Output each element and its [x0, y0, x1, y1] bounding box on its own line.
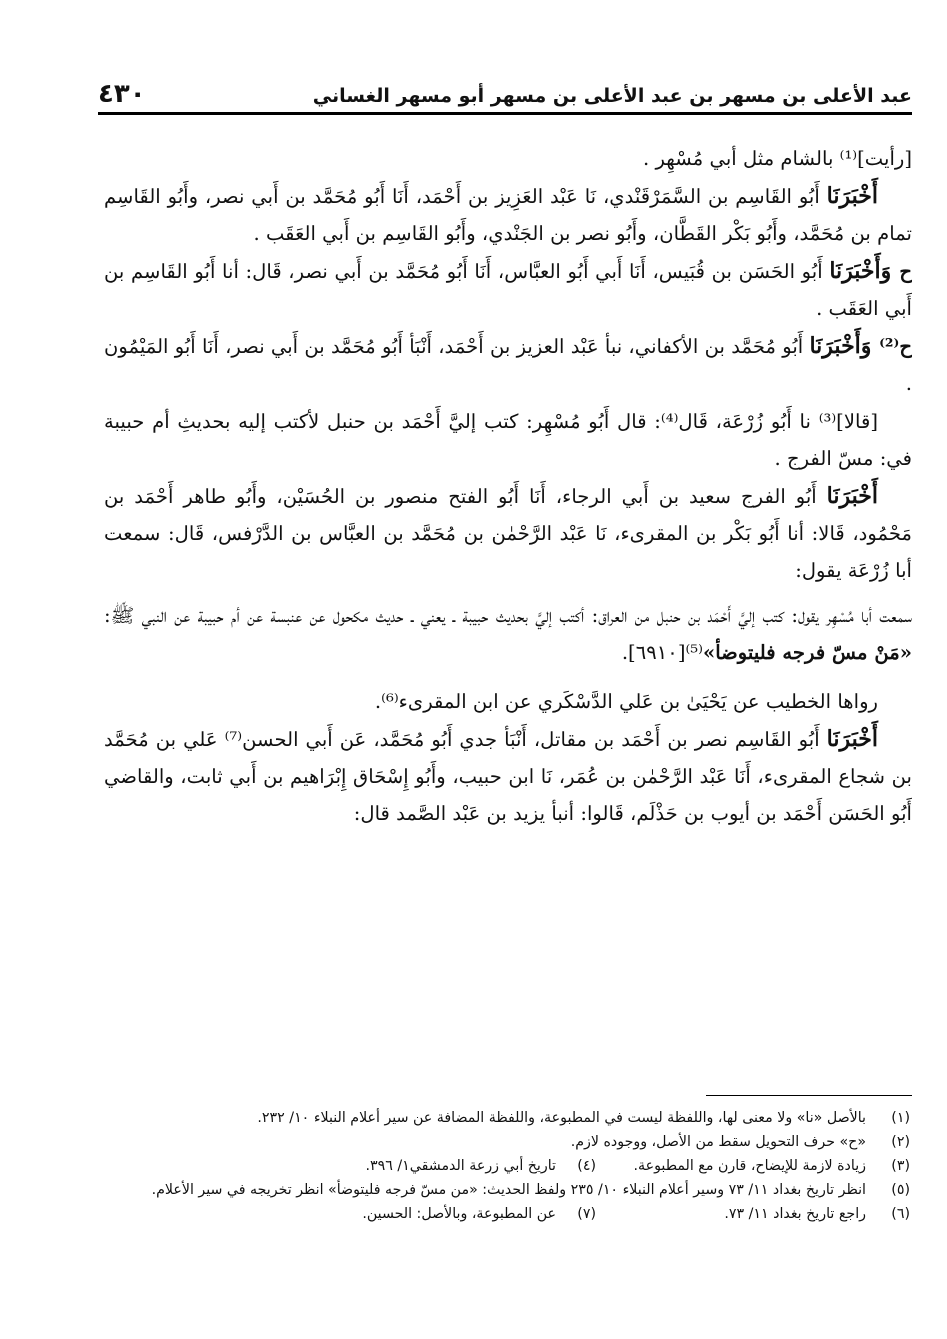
paragraph-3 — [104, 253, 912, 327]
paragraph-1 — [104, 140, 912, 177]
paragraph-9-text: أَبُو القَاسِم نصر بن أَحْمَد بن مقاتل، أَنْبَأ جدي أَبُو مُحَمَّد، عَن أَبي الحسن⁽⁷⁾ عَلي بن مُحَمَّد بن شجاع المقرىء، أَنَا عَبْد الرَّحْمٰن بن عُمَر، نَا ابن حبيب، وأَبُو إِسْحَاق إِبْرَاهيم بن أَبي ثابت، والقاضي أَبُو الحَسَن أَحْمَد بن أيوب بن حَذْلَم، قَالوا: أنبأ يزيد بن عَبْد الصَّمد قال: — [104, 728, 912, 825]
footnote-number: (٥) — [891, 1182, 910, 1198]
footnote-text: راجع تاريخ بغداد ١١/ ٧٣. — [724, 1206, 866, 1222]
hadith-reference: ⁽⁵⁾[٦٩١٠]. — [621, 641, 703, 664]
paragraph-1-text: [رأيت]⁽¹⁾ بالشام مثل أبي مُسْهِر . — [642, 147, 912, 170]
footnote-text: انظر تاريخ بغداد ١١/ ٧٣ وسير أعلام النبلاء ١٠/ ٢٣٥ ولفظ الحديث: «من مسّ فرجه فليتوضأ» انظر تخريجه في سير الأعلام. — [151, 1182, 866, 1198]
paragraph-4-text: أَبُو مُحَمَّد بن الأكفاني، نبأ عَبْد العزيز بن أَحْمَد، أَنْبَأ أَبُو مُحَمَّد بن أَبي نصر، أَنَا أَبُو المَيْمُون . — [104, 335, 912, 395]
footnote-3-4 — [98, 1154, 910, 1178]
paragraph-6 — [104, 478, 912, 589]
paragraph-8-text: رواها الخطيب عن يَحْيَىٰ بن عَلي الدَّسْكَري عن ابن المقرىء⁽⁶⁾. — [374, 690, 878, 713]
paragraph-5 — [104, 403, 912, 477]
footnote-text: تاريخ أبي زرعة الدمشقي١/ ٣٩٦. — [365, 1158, 556, 1174]
paragraph-8 — [104, 683, 912, 720]
footnote-1 — [98, 1106, 910, 1130]
page-header — [98, 70, 912, 110]
wa-akhbarana-lead: وَأَخْبَرَنَا — [809, 333, 880, 359]
footnote-number: (١) — [891, 1110, 910, 1126]
footnote-number: (٣) — [891, 1158, 910, 1174]
wa-akhbarana-lead: وَأَخْبَرَنَا — [829, 258, 900, 284]
footnote-6-7 — [98, 1202, 910, 1226]
footnote-rule — [706, 1095, 912, 1096]
running-title: عبد الأعلى بن مسهر بن عبد الأعلى بن مسهر أبو مسهر الغساني — [312, 85, 912, 107]
footnote-text: بالأصل «نا» ولا معنى لها، واللفظة ليست في المطبوعة، واللفظة المضافة عن سير أعلام النبلاء ١٠/ ٢٣٢. — [257, 1110, 866, 1126]
tahwil-mark: ح⁽²⁾ — [879, 335, 912, 358]
footnote-text: زيادة لازمة للإيضاح، قارن مع المطبوعة. — [633, 1158, 866, 1174]
paragraph-6-text: أَبُو الفرج سعيد بن أَبي الرجاء، أَنَا أَبُو الفتح منصور بن الحُسَيْن، وأَبُو طاهر أَحْمَد بن مَحْمُود، قَالا: أنا أَبُو بَكْر بن المقرىء، نَا عَبْد الرَّحْمٰن بن مُحَمَّد بن العبَّاس بن الدَّرْفس، قَال: سمعت أبا زُرْعَة يقول: — [104, 485, 912, 582]
paragraph-2 — [104, 178, 912, 252]
header-rule — [98, 112, 912, 115]
paragraph-7-text: سمعت أبا مُسْهِر يقول: كتب إليَّ أَحْمَد بن حنبل من العراق: أكتب إليَّ بحديث حبيبة ـ يعني ـ حديث مكحول عن عنبسة عن أم حبيبة عن النبي ﷺ: — [104, 604, 912, 627]
akhbarana-lead: أَخْبَرَنَا — [826, 726, 878, 752]
paragraph-3-text: أَبُو الحَسَن بن قُبَيس، أَنَا أَبي أَبُو العبَّاس، أَنَا أَبُو مُحَمَّد بن أَبي نصر، قَال: أنا أَبُو القَاسِم بن أَبي العَقَب . — [104, 260, 912, 320]
paragraph-2-text: أَبُو القَاسِم بن السَّمَرْقَنْدي، نَا عَبْد العَزِيز بن أَحْمَد، أَنَا أَبُو مُحَمَّد بن أَبي نصر، وأَبُو القَاسِم تمام بن مُحَمَّد، وأَبُو بَكْر القَطَّان، وأَبُو نصر بن الجَنْدي، وأَبُو القَاسِم بن أَبي العَقَب . — [104, 185, 912, 245]
footnote-2 — [98, 1130, 910, 1154]
footnote-number: (٤) — [577, 1158, 596, 1174]
paragraph-7 — [104, 597, 912, 671]
akhbarana-lead: أَخْبَرَنَا — [826, 483, 878, 509]
paragraph-5-text: [قالا]⁽³⁾ نا أَبُو زُرْعَة، قَال⁽⁴⁾: قال أَبُو مُسْهِر: كتب إليَّ أَحْمَد بن حنبل لأكتب إليه بحديثِ أم حبيبة في: مسّ الفرج . — [104, 410, 912, 470]
footnote-5 — [98, 1178, 910, 1202]
paragraph-9 — [104, 721, 912, 832]
hadith-quote: «مَنْ مسّ فرجه فليتوضأ» — [702, 641, 912, 664]
footnote-number: (٧) — [577, 1206, 596, 1222]
footnote-number: (٢) — [891, 1134, 910, 1150]
akhbarana-lead: أَخْبَرَنَا — [826, 183, 878, 209]
main-text — [104, 140, 912, 1080]
footnote-number: (٦) — [891, 1206, 910, 1222]
tahwil-mark: ح — [899, 260, 912, 283]
footnote-text: «ح» حرف التحويل سقط من الأصل، ووجوده لازم. — [570, 1134, 866, 1150]
page-number: ٤٣٠ — [98, 79, 146, 109]
paragraph-4 — [104, 328, 912, 402]
footnote-text: عن المطبوعة، وبالأصل: الحسين. — [362, 1206, 556, 1222]
footnotes — [98, 1106, 910, 1306]
